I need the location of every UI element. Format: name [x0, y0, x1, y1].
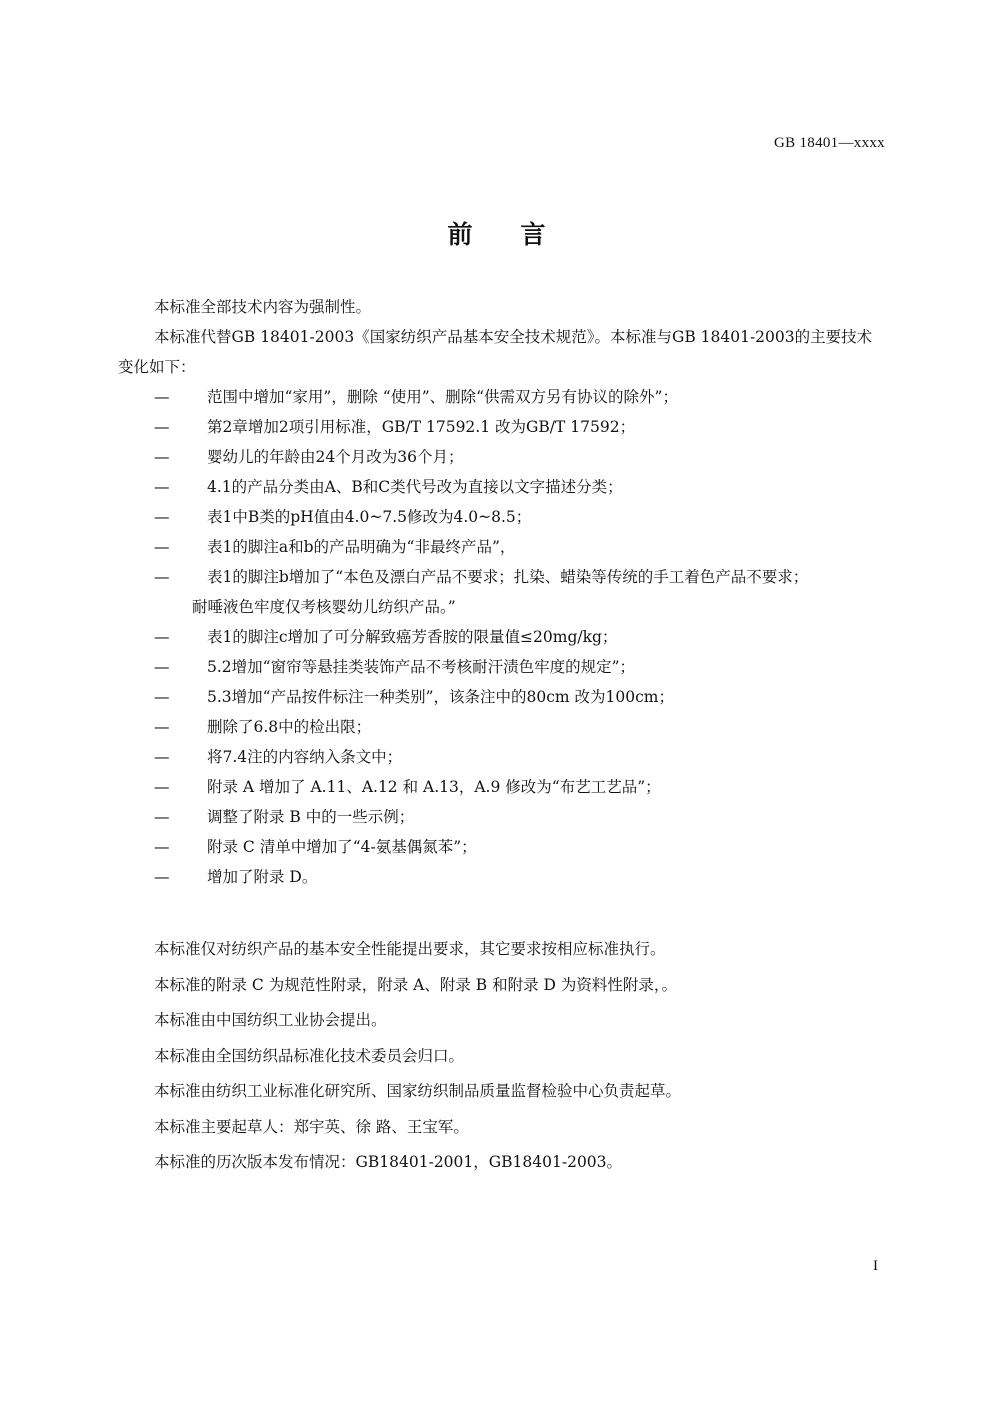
list-item	[118, 442, 886, 472]
trailer-paragraphs	[154, 934, 894, 1183]
list-item	[118, 472, 886, 502]
list-item-text: 附录 A 增加了 A.11、A.12 和 A.13，A.9 修改为“布艺工艺品”；	[207, 778, 661, 796]
list-item	[118, 832, 886, 862]
list-dash: —	[154, 688, 170, 706]
page-number: I	[873, 1258, 878, 1274]
list-dash: —	[154, 838, 170, 856]
list-item-text: 表1的脚注a和b的产品明确为“非最终产品”，	[207, 538, 516, 556]
list-item	[118, 502, 886, 532]
list-item	[118, 802, 886, 832]
list-dash: —	[154, 808, 170, 826]
list-item-text: 婴幼儿的年龄由24个月改为36个月；	[207, 448, 464, 466]
list-dash: —	[154, 538, 170, 556]
list-item-text: 5.3增加“产品按件标注一种类别”，该条注中的80cm 改为100cm；	[207, 688, 674, 706]
list-item-text: 第2章增加2项引用标准，GB/T 17592.1 改为GB/T 17592；	[207, 418, 636, 436]
list-item	[118, 862, 886, 892]
list-item	[118, 622, 886, 652]
list-item-text: 表1中B类的pH值由4.0~7.5修改为4.0~8.5；	[207, 508, 532, 526]
intro-text-1: 本标准全部技术内容为强制性。	[154, 298, 372, 316]
list-item	[118, 682, 886, 712]
list-dash: —	[154, 868, 170, 886]
trailer-paragraph: 本标准主要起草人：郑宇英、徐 路、王宝军。	[154, 1117, 469, 1136]
page-title: 前言	[447, 220, 594, 249]
trailer-paragraph: 本标准由全国纺织品标准化技术委员会归口。	[154, 1046, 465, 1065]
list-dash: —	[154, 748, 170, 766]
list-item	[118, 412, 886, 442]
trailer-paragraph: 本标准由中国纺织工业协会提出。	[154, 1011, 387, 1029]
list-item	[118, 532, 886, 562]
list-item-continuation: 耐唾液色牢度仅考核婴幼儿纺织产品。”	[192, 598, 456, 616]
list-item-text: 范围中增加“家用”，删除 “使用”、删除“供需双方另有协议的除外”；	[207, 388, 678, 406]
list-item	[118, 382, 886, 412]
list-dash: —	[154, 508, 170, 526]
changes-list	[118, 382, 886, 892]
list-item	[118, 562, 886, 622]
list-dash: —	[154, 448, 170, 466]
list-dash: —	[154, 478, 170, 496]
list-item-text: 表1的脚注c增加了可分解致癌芳香胺的限量值≤20mg/kg；	[207, 628, 618, 646]
list-dash: —	[154, 718, 170, 736]
list-item-text: 5.2增加“窗帘等悬挂类装饰产品不考核耐汗渍色牢度的规定”；	[207, 658, 636, 676]
list-dash: —	[154, 388, 170, 406]
list-dash: —	[154, 628, 170, 646]
list-item	[118, 652, 886, 682]
intro-paragraph-1	[118, 292, 886, 322]
list-dash: —	[154, 418, 170, 436]
list-item	[118, 712, 886, 742]
intro-text-2: 本标准代替GB 18401-2003《国家纺织产品基本安全技术规范》。本标准与GB 18401-2003的主要技术变化如下：	[118, 328, 873, 376]
list-item-text: 表1的脚注b增加了“本色及漂白产品不要求；扎染、蜡染等传统的手工着色产品不要求；	[207, 568, 809, 586]
intro-paragraph-2	[118, 322, 886, 382]
trailer-paragraph: 本标准由纺织工业标准化研究所、国家纺织制品质量监督检验中心负责起草。	[154, 1082, 682, 1100]
trailer-paragraph: 本标准的历次版本发布情况：GB18401-2001，GB18401-2003。	[154, 1153, 623, 1171]
list-item-text: 附录 C 清单中增加了“4-氨基偶氮苯”；	[207, 838, 477, 856]
list-item	[118, 742, 886, 772]
list-item-text: 将7.4注的内容纳入条文中；	[207, 748, 403, 766]
standard-code: GB 18401—xxxx	[774, 135, 885, 151]
list-item-text: 增加了附录 D。	[207, 868, 318, 886]
list-item	[118, 772, 886, 802]
list-item-text: 调整了附录 B 中的一些示例；	[207, 808, 415, 826]
list-dash: —	[154, 568, 170, 586]
trailer-paragraph: 本标准的附录 C 为规范性附录，附录 A、附录 B 和附录 D 为资料性附录，。	[154, 975, 678, 994]
list-dash: —	[154, 658, 170, 676]
list-dash: —	[154, 778, 170, 796]
list-item-text: 删除了6.8中的检出限；	[207, 718, 372, 736]
list-item-text: 4.1的产品分类由A、B和C类代号改为直接以文字描述分类；	[207, 478, 623, 496]
trailer-paragraph: 本标准仅对纺织产品的基本安全性能提出要求，其它要求按相应标准执行。	[154, 940, 666, 958]
